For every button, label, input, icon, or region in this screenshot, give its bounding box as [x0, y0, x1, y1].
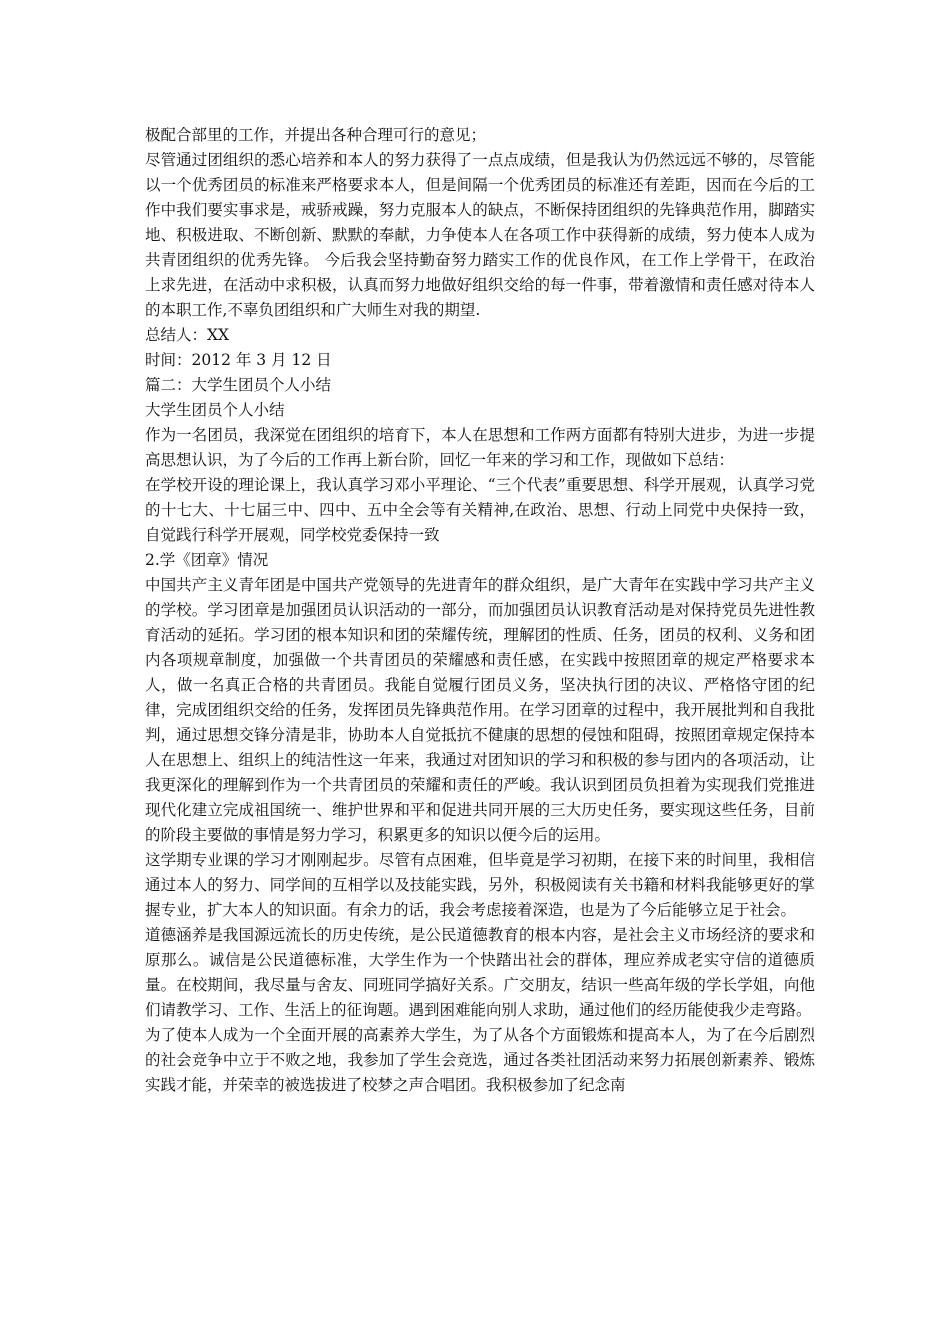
subheading-tuanzhang: 2.学《团章》情况 — [145, 551, 269, 569]
paragraph-major-study: 这学期专业课的学习才刚刚起步。尽管有点困难，但毕竟是学习初期，在接下来的时间里，我相信通过本人的努力、同学间的互相学以及技能实践，另外，积极阅读有关书籍和材料我能够更好的掌握专业，扩大本人的知识面。有余力的话，我会考虑接着深造，也是为了今后能够立足于社会。 — [145, 851, 815, 919]
paragraph-intro: 作为一名团员，我深觉在团组织的培育下，本人在思想和工作两方面都有特别大进步，为进一步提高思想认识，为了今后的工作再上新台阶，回忆一年来的学习和工作，现做如下总结： — [145, 426, 815, 469]
summary-date: 时间：2012 年 3 月 12 日 — [145, 351, 332, 369]
paragraph-continuation: 极配合部里的工作，并提出各种合理可行的意见； — [145, 126, 487, 144]
paragraph-activities: 为了使本人成为一个全面开展的高素养大学生，为了从各个方面锻炼和提高本人，为了在今后剧烈的社会竞争中立于不败之地，我参加了学生会竞选，通过各类社团活动来努力拓展创新素养、锻炼实践才能，并荣幸的被选拔进了校梦之声合唱团。我积极参加了纪念南 — [145, 1026, 815, 1094]
paragraph-morality: 道德涵养是我国源远流长的历史传统，是公民道德教育的根本内容，是社会主义市场经济的要求和原那么。诚信是公民道德标准，大学生作为一个快踏出社会的群体，理应养成老实守信的道德质量。在校期间，我尽量与舍友、同班同学搞好关系。广交朋友，结识一些高年级的学长学姐，向他们请教学习、工作、生活上的征询题。遇到困难能向别人求助，通过他们的经历能使我少走弯路。 — [145, 926, 815, 1019]
document-body — [145, 123, 815, 1098]
paragraph-theory-study: 在学校开设的理论课上，我认真学习邓小平理论、“三个代表”重要思想、科学开展观，认真学习党的十七大、十七届三中、四中、五中全会等有关精神,在政治、思想、行动上同党中央保持一致，自觉践行科学开展观，同学校党委保持一致 — [145, 476, 815, 544]
summary-author: 总结人：XX — [145, 326, 230, 344]
section-heading: 篇二：大学生团员个人小结 — [145, 376, 332, 394]
paragraph-tuanzhang: 中国共产主义青年团是中国共产党领导的先进青年的群众组织，是广大青年在实践中学习共产主义的学校。学习团章是加强团员认识活动的一部分，而加强团员认识教育活动是对保持党员先进性教育活动的延拓。学习团的根本知识和团的荣耀传统，理解团的性质、任务，团员的权利、义务和团内各项规章制度，加强做一个共青团员的荣耀感和责任感，在实践中按照团章的规定严格要求本人，做一名真正合格的共青团员。我能自觉履行团员义务，坚决执行团的决议、严格恪守团的纪律，完成团组织交给的任务，发挥团员先锋典范作用。在学习团章的过程中，我开展批判和自我批判，通过思想交锋分清是非，协助本人自觉抵抗不健康的思想的侵蚀和阻碍，按照团章规定保持本人在思想上、组织上的纯洁性这一年来，我通过对团知识的学习和积极的参与团内的各项活动，让我更深化的理解到作为一个共青团员的荣耀和责任的严峻。我认识到团员负担着为实现我们党推进现代化建立完成祖国统一、维护世界和平和促进共同开展的三大历史任务，要实现这些任务，目前的阶段主要做的事情是努力学习，积累更多的知识以便今后的运用。 — [145, 576, 815, 844]
paragraph-self-assessment: 尽管通过团组织的悉心培养和本人的努力获得了一点点成绩，但是我认为仍然远远不够的，尽管能以一个优秀团员的标准来严格要求本人，但是间隔一个优秀团员的标准还有差距，因而在今后的工作中我们要实事求是，戒骄戒躁，努力克服本人的缺点，不断保持团组织的先锋典范作用，脚踏实地、积极进取、不断创新、默默的奉献，力争使本人在各项工作中获得新的成绩，努力使本人成为共青团组织的优秀先锋。 今后我会坚持勤奋努力踏实工作的优良作风，在工作上学骨干，在政治上求先进，在活动中求积极，认真而努力地做好组织交给的每一件事，带着激情和责任感对待本人的本职工作,不辜负团组织和广大师生对我的期望. — [145, 151, 815, 319]
section-title: 大学生团员个人小结 — [145, 401, 285, 419]
